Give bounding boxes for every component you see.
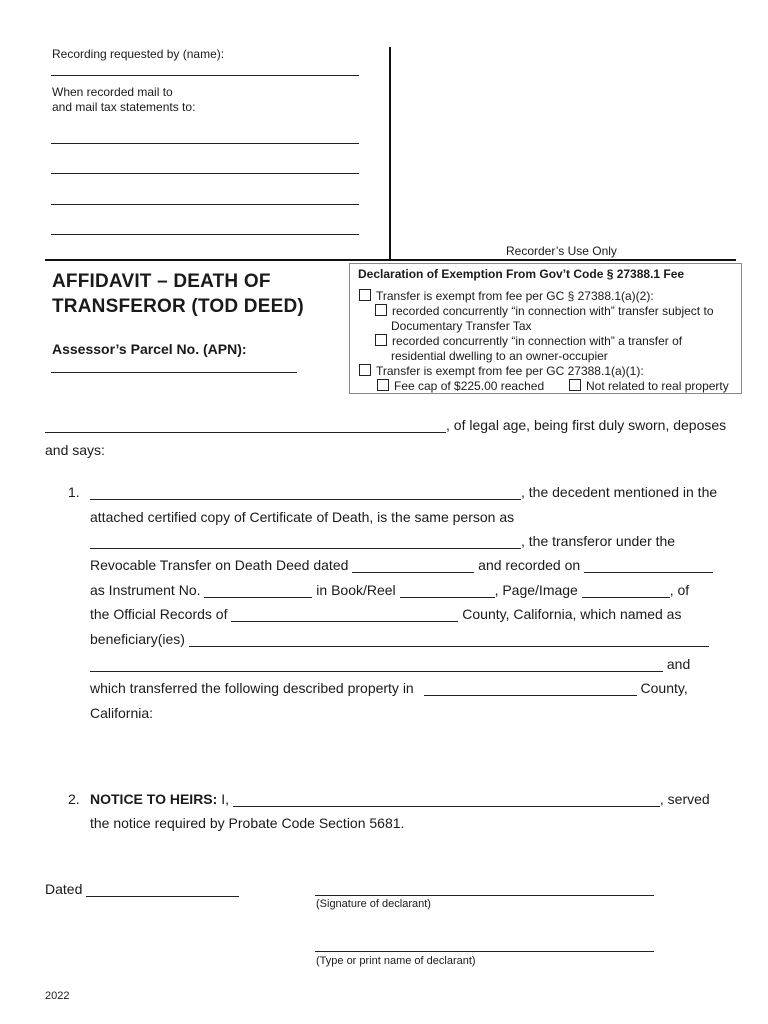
checkbox-exempt-a1[interactable]	[359, 364, 371, 376]
official-records-text: the Official Records of	[90, 606, 228, 622]
checkbox-fee-cap[interactable]	[377, 379, 389, 391]
header-divider-horizontal	[45, 259, 736, 261]
notice-i-text: I,	[217, 791, 229, 807]
and-text: and	[666, 656, 691, 672]
item2-number: 2.	[68, 791, 80, 807]
recorded-on-text: and recorded on	[478, 557, 581, 573]
exemption-option-owner-line2: residential dwelling to an owner-occupier	[391, 349, 608, 363]
and-says-text: and says:	[45, 442, 105, 458]
notice-required-text: the notice required by Probate Code Section 5681.	[90, 815, 405, 831]
intro-line	[45, 416, 726, 434]
book-reel-field[interactable]	[400, 583, 495, 598]
of-text: , of	[669, 582, 690, 598]
apn-field[interactable]	[51, 372, 297, 373]
exemption-option-dtt-label: recorded concurrently “in connection with” transfer subject to	[392, 304, 714, 318]
certificate-text: attached certified copy of Certificate of Death, is the same person as	[90, 509, 515, 525]
instrument-text: as Instrument No.	[90, 582, 201, 598]
recording-requested-label: Recording requested by (name):	[52, 47, 225, 61]
exemption-option-owner	[375, 334, 682, 348]
printed-name-line[interactable]	[315, 951, 654, 952]
mail-address-line-2[interactable]	[51, 173, 359, 174]
property-county-field[interactable]	[424, 681, 637, 696]
item1-line5	[90, 581, 689, 599]
exemption-option-a1	[359, 364, 644, 378]
dated-label: Dated	[45, 881, 83, 897]
apn-label: Assessor’s Parcel No. (APN):	[52, 341, 247, 357]
checkbox-exempt-a2[interactable]	[359, 289, 371, 301]
page-image-field[interactable]	[582, 583, 670, 598]
item1-line7	[90, 630, 709, 648]
item2-line1	[90, 790, 710, 808]
form-year: 2022	[45, 990, 70, 1002]
checkbox-owner-occupier[interactable]	[375, 334, 387, 346]
notice-server-name-field[interactable]	[233, 792, 660, 807]
records-county-field[interactable]	[231, 607, 458, 622]
exemption-option-fee-cap	[377, 379, 544, 393]
beneficiaries-field[interactable]	[189, 632, 709, 647]
deed-date-field[interactable]	[352, 558, 474, 573]
exemption-option-owner-label: recorded concurrently “in connection with” a transfer of	[392, 334, 683, 348]
exemption-option-a1-label: Transfer is exempt from fee per GC 27388.1(a)(1):	[376, 364, 644, 378]
mail-address-line-3[interactable]	[51, 204, 359, 205]
mail-to-label-line1: When recorded mail to	[52, 85, 173, 99]
form-title-line1: AFFIDAVIT – DEATH OF	[52, 271, 271, 292]
mail-address-line-4[interactable]	[51, 234, 359, 235]
exemption-option-fee-cap-label: Fee cap of $225.00 reached	[394, 379, 545, 393]
exemption-option-not-real-property	[569, 379, 729, 393]
item1-line4	[90, 556, 713, 574]
california-text: California:	[90, 705, 154, 721]
legal-age-text: , of legal age, being first duly sworn, deposes	[446, 417, 727, 433]
recorded-date-field[interactable]	[584, 558, 713, 573]
exemption-option-dtt-line2: Documentary Transfer Tax	[391, 319, 532, 333]
item1-line1	[90, 483, 717, 501]
checkbox-not-real-property[interactable]	[569, 379, 581, 391]
item1-line8	[90, 655, 690, 673]
instrument-number-field[interactable]	[204, 583, 312, 598]
transferor-text: , the transferor under the	[521, 533, 676, 549]
notice-to-heirs-label: NOTICE TO HEIRS:	[90, 791, 218, 807]
exemption-box	[349, 263, 742, 394]
exemption-option-dtt	[375, 304, 714, 318]
checkbox-dtt[interactable]	[375, 304, 387, 316]
served-text: , served	[659, 791, 710, 807]
exemption-option-a2	[359, 289, 654, 303]
book-reel-text: in Book/Reel	[316, 582, 396, 598]
exemption-option-not-real-property-label: Not related to real property	[586, 379, 729, 393]
mail-address-line-1[interactable]	[51, 143, 359, 144]
mail-to-label-line2: and mail tax statements to:	[52, 100, 196, 114]
transferor-name-field[interactable]	[90, 534, 521, 549]
recorders-use-label: Recorder’s Use Only	[506, 244, 617, 258]
deed-dated-text: Revocable Transfer on Death Deed dated	[90, 557, 349, 573]
printed-name-caption: (Type or print name of declarant)	[316, 955, 476, 967]
header-divider-vertical	[389, 47, 391, 260]
item1-line3	[90, 532, 675, 550]
county-named-text: County, California, which named as	[462, 606, 682, 622]
item1-line9	[90, 679, 688, 697]
exemption-option-a2-label: Transfer is exempt from fee per GC § 27388.1(a)(2):	[376, 289, 654, 303]
county-text: County,	[640, 680, 688, 696]
decedent-text: , the decedent mentioned in the	[521, 484, 718, 500]
declarant-name-field[interactable]	[45, 418, 446, 433]
page-image-text: , Page/Image	[494, 582, 578, 598]
item1-number: 1.	[68, 484, 80, 500]
item1-line6	[90, 605, 681, 623]
signature-line[interactable]	[315, 895, 654, 896]
decedent-name-field[interactable]	[90, 485, 521, 500]
signature-caption: (Signature of declarant)	[316, 898, 431, 910]
transferred-text: which transferred the following described property in	[90, 680, 414, 696]
dated-field[interactable]	[86, 882, 239, 897]
beneficiaries-field-2[interactable]	[90, 657, 663, 672]
beneficiaries-text: beneficiary(ies)	[90, 631, 185, 647]
form-title-line2: TRANSFEROR (TOD DEED)	[52, 296, 304, 317]
exemption-heading: Declaration of Exemption From Gov’t Code § 27388.1 Fee	[358, 267, 685, 281]
recording-requested-line[interactable]	[51, 75, 359, 76]
dated-row	[45, 880, 239, 898]
